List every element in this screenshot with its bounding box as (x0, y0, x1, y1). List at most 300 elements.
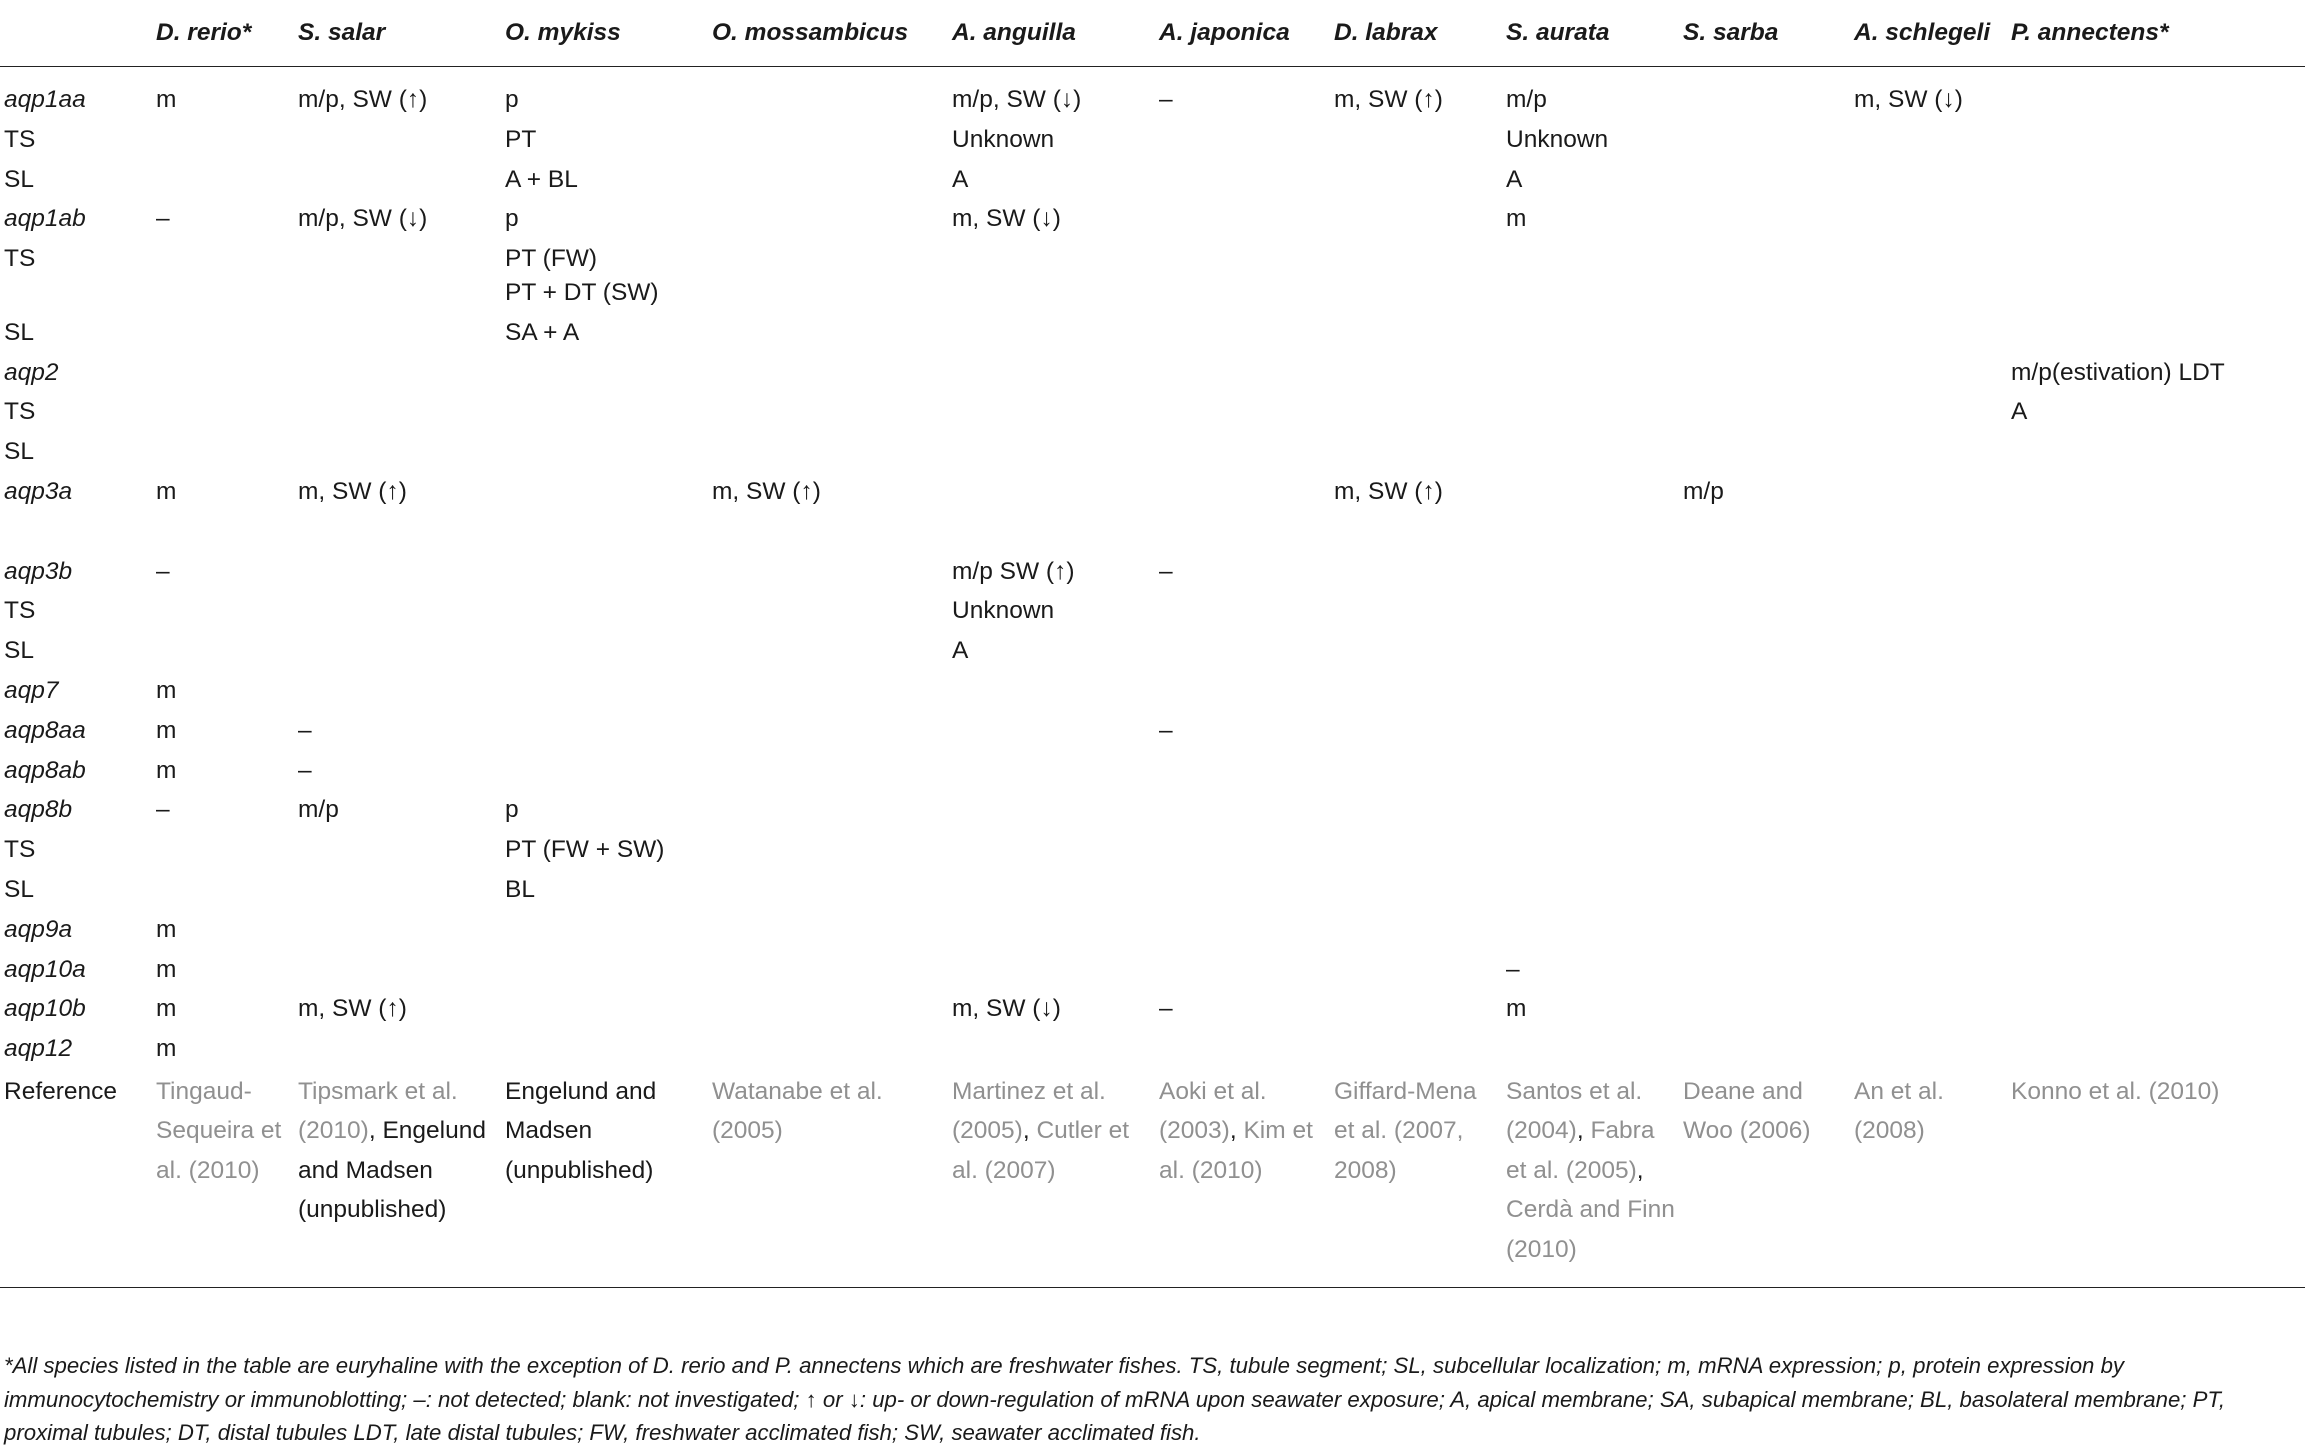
table-cell (1679, 392, 1850, 432)
table-cell (1330, 512, 1502, 552)
reference-link[interactable]: Watanabe et al. (2005) (712, 1077, 883, 1145)
table-cell (948, 313, 1155, 353)
table-cell (948, 751, 1155, 791)
table-cell (1679, 989, 1850, 1029)
table-cell (1155, 910, 1330, 950)
table-cell (1155, 512, 1330, 552)
table-cell (1330, 631, 1502, 671)
table-cell (948, 432, 1155, 472)
table-row (0, 989, 2305, 1029)
table-cell (1502, 472, 1679, 512)
table-cell (2007, 432, 2305, 472)
table-cell (708, 830, 948, 870)
table-cell (1679, 199, 1850, 239)
column-header-species: P. annectens* (2007, 0, 2305, 67)
table-cell (1850, 120, 2007, 160)
row-gene-label: aqp1aa (4, 86, 86, 113)
table-cell (2007, 160, 2305, 200)
table-cell: – (156, 205, 170, 233)
table-cell: m, SW (↓) (952, 995, 1061, 1023)
table-cell (294, 239, 501, 313)
table-cell: m, SW (↓) (952, 205, 1061, 233)
table-row (0, 950, 2305, 990)
table-cell: A + BL (505, 165, 578, 193)
column-header-species: A. japonica (1155, 0, 1330, 67)
table-cell (501, 392, 708, 432)
table-cell (1850, 751, 2007, 791)
table-cell (294, 160, 501, 200)
table-cell (2007, 552, 2305, 592)
table-row (0, 552, 2305, 592)
table-cell (708, 1029, 948, 1069)
table-cell (708, 392, 948, 432)
table-cell (1850, 160, 2007, 200)
row-gene-label: aqp3b (4, 557, 73, 585)
table-cell (1155, 120, 1330, 160)
row-gene-label: aqp1ab (4, 205, 86, 233)
table-cell (1502, 432, 1679, 472)
table-cell (1850, 392, 2007, 432)
column-header-species: O. mykiss (501, 0, 708, 67)
table-cell (1679, 239, 1850, 313)
reference-text: , (1576, 1117, 1591, 1145)
reference-link[interactable]: Tipsmark et al. (2010) (298, 1077, 458, 1145)
table-cell (501, 631, 708, 671)
table-cell: m/p (1506, 86, 1547, 113)
table-row (0, 353, 2305, 393)
table-cell (1502, 313, 1679, 353)
table-cell (708, 711, 948, 751)
reference-cell (1850, 1069, 2007, 1288)
table-cell (152, 239, 294, 313)
table-cell (1330, 989, 1502, 1029)
table-cell (501, 552, 708, 592)
reference-link[interactable]: Giffard-Mena et al. (2007, 2008) (1334, 1077, 1477, 1184)
table-cell (1502, 1029, 1679, 1069)
table-cell: – (298, 716, 312, 744)
table-row (0, 671, 2305, 711)
row-gene-label: aqp8ab (4, 756, 86, 784)
table-cell: p (505, 205, 519, 233)
table-cell (2007, 67, 2305, 120)
column-header-species: D. labrax (1330, 0, 1502, 67)
table-cell (294, 671, 501, 711)
table-cell: p (505, 796, 519, 824)
table-cell (1330, 392, 1502, 432)
table-cell (1330, 830, 1502, 870)
table-cell (948, 392, 1155, 432)
table-cell (152, 353, 294, 393)
table-cell (152, 830, 294, 870)
table-cell (1330, 120, 1502, 160)
table-cell: m (156, 995, 177, 1023)
table-cell (1155, 671, 1330, 711)
table-cell (1679, 512, 1850, 552)
reference-text: , (1022, 1117, 1037, 1145)
table-cell (708, 239, 948, 313)
table-cell (294, 910, 501, 950)
table-cell (948, 790, 1155, 830)
table-cell (152, 591, 294, 631)
reference-link[interactable]: Deane and Woo (2006) (1683, 1077, 1811, 1145)
table-cell (501, 353, 708, 393)
table-cell (152, 313, 294, 353)
table-cell (1330, 160, 1502, 200)
column-header-species: A. anguilla (948, 0, 1155, 67)
row-sublabel: SL (4, 165, 34, 193)
table-cell (948, 870, 1155, 910)
table-cell (1679, 751, 1850, 791)
table-cell (948, 830, 1155, 870)
reference-link[interactable]: Tingaud-Sequeira et al. (2010) (156, 1077, 282, 1184)
table-cell (1502, 830, 1679, 870)
table-cell (1850, 631, 2007, 671)
row-sublabel: TS (4, 125, 36, 153)
reference-link[interactable]: Aoki et al. (2003) (1159, 1077, 1267, 1145)
table-cell: m, SW (↑) (712, 477, 821, 505)
table-cell (1155, 751, 1330, 791)
reference-text: , Engelund and Madsen (unpublished) (298, 1117, 486, 1224)
column-header-species: O. mossambicus (708, 0, 948, 67)
table-cell (1502, 910, 1679, 950)
column-header-gene (0, 0, 152, 67)
table-cell (1679, 631, 1850, 671)
table-row (0, 199, 2305, 239)
table-cell (1850, 552, 2007, 592)
table-row (0, 751, 2305, 791)
table-cell (1330, 950, 1502, 990)
table-cell: Unknown (1506, 125, 1609, 153)
reference-link[interactable]: Kim et al. (2010) (1159, 1117, 1313, 1184)
column-header-species: S. aurata (1502, 0, 1679, 67)
table-row (0, 711, 2305, 751)
table-cell (708, 120, 948, 160)
table-cell (708, 199, 948, 239)
reference-row (0, 1069, 2305, 1288)
table-cell: m (1506, 995, 1527, 1023)
table-cell (501, 950, 708, 990)
row-gene-label: aqp8aa (4, 716, 86, 744)
reference-link[interactable]: An et al. (2008) (1854, 1077, 1944, 1145)
table-cell (1679, 552, 1850, 592)
table-cell (948, 671, 1155, 711)
table-cell (948, 910, 1155, 950)
table-cell (2007, 313, 2305, 353)
table-cell (1155, 870, 1330, 910)
table-cell (1155, 392, 1330, 432)
table-cell: m, SW (↑) (298, 995, 407, 1023)
table-cell: – (1159, 557, 1173, 585)
table-cell (1502, 790, 1679, 830)
table-cell (501, 671, 708, 711)
reference-cell (948, 1069, 1155, 1288)
table-cell: A (952, 637, 969, 665)
table-cell: A (2011, 398, 2028, 426)
reference-link[interactable]: Martinez et al. (2005) (952, 1077, 1106, 1145)
table-cell (1330, 790, 1502, 830)
table-cell: Unknown (952, 125, 1055, 153)
table-cell (294, 120, 501, 160)
table-cell (1850, 790, 2007, 830)
reference-cell (294, 1069, 501, 1288)
table-cell (2007, 512, 2305, 552)
table-cell: m/p, SW (↑) (298, 86, 428, 113)
table-cell (152, 432, 294, 472)
table-cell (1330, 711, 1502, 751)
table-cell (1502, 711, 1679, 751)
table-cell (294, 870, 501, 910)
table-cell (1155, 950, 1330, 990)
table-cell: m (156, 1035, 177, 1063)
table-cell (1155, 313, 1330, 353)
table-cell (708, 989, 948, 1029)
table-cell (1679, 120, 1850, 160)
table-cell (2007, 239, 2305, 313)
table-cell (2007, 199, 2305, 239)
reference-link[interactable]: Cerdà and Finn (2010) (1506, 1196, 1675, 1263)
table-cell: SA + A (505, 318, 580, 346)
table-cell: – (298, 756, 312, 784)
table-cell (948, 711, 1155, 751)
table-cell (948, 239, 1155, 313)
table-cell (152, 631, 294, 671)
table-cell (294, 313, 501, 353)
table-row (0, 512, 2305, 552)
table-cell (1679, 870, 1850, 910)
table-cell (1850, 870, 2007, 910)
table-cell (1679, 830, 1850, 870)
table-cell (1679, 353, 1850, 393)
row-gene-label: aqp9a (4, 915, 73, 943)
table-row (0, 120, 2305, 160)
table-row (0, 432, 2305, 472)
column-header-species: A. schlegeli (1850, 0, 2007, 67)
table-cell (1502, 671, 1679, 711)
table-cell (2007, 950, 2305, 990)
table-cell (294, 552, 501, 592)
table-cell (1679, 671, 1850, 711)
reference-cell (152, 1069, 294, 1288)
table-cell (1679, 432, 1850, 472)
table-cell (2007, 120, 2305, 160)
table-cell (1155, 160, 1330, 200)
table-cell (1502, 239, 1679, 313)
table-cell (294, 1029, 501, 1069)
cell-line: PT (FW) (505, 245, 598, 273)
table-cell (294, 830, 501, 870)
table-cell (1850, 830, 2007, 870)
table-cell: m, SW (↑) (298, 477, 407, 505)
reference-link[interactable]: Konno et al. (2010) (2011, 1077, 2220, 1105)
table-row (0, 239, 2305, 313)
table-row (0, 313, 2305, 353)
table-cell (1850, 472, 2007, 512)
table-row (0, 830, 2305, 870)
table-cell (1850, 950, 2007, 990)
row-gene-label: aqp8b (4, 796, 73, 824)
table-row (0, 160, 2305, 200)
table-cell (2007, 1029, 2305, 1069)
table-cell: m/p, SW (↓) (952, 86, 1082, 113)
table-cell (1679, 160, 1850, 200)
table-cell (2007, 989, 2305, 1029)
table-cell (1679, 313, 1850, 353)
column-header-species: S. sarba (1679, 0, 1850, 67)
table-cell: m/p (1683, 477, 1724, 505)
table-cell (501, 472, 708, 512)
table-cell (1330, 1029, 1502, 1069)
table-cell (2007, 711, 2305, 751)
table-cell (948, 950, 1155, 990)
table-cell (1850, 711, 2007, 751)
table-cell (1850, 239, 2007, 313)
table-cell (2007, 910, 2305, 950)
table-cell (1679, 910, 1850, 950)
row-sublabel: TS (4, 836, 36, 864)
table-cell (1330, 870, 1502, 910)
table-cell: m (156, 716, 177, 744)
table-cell (1679, 790, 1850, 830)
table-cell: m, SW (↑) (1334, 477, 1443, 505)
row-sublabel: SL (4, 318, 34, 346)
table-cell (1850, 989, 2007, 1029)
table-footnote: *All species listed in the table are euryhaline with the exception of D. rerio and P. annectens which are freshwater fishes. TS, tubule segment; SL, subcellular localization; m, mRNA expression; p, protein expression by immunocytochemistry or immunoblotting; –: not detected; blank: not investigated; ↑ or ↓: up- or down-regulation of mRNA upon seawater exposure; A, apical membrane; SA, subapical membrane; BL, basolateral membrane; PT, proximal tubules; DT, distal tubules LDT, late distal tubules; FW, freshwater acclimated fish; SW, seawater acclimated fish. (4, 1353, 2226, 1445)
table-cell (1155, 1029, 1330, 1069)
table-cell (1330, 751, 1502, 791)
table-cell (1850, 671, 2007, 711)
row-gene-label: aqp2 (4, 358, 59, 386)
table-cell (1850, 199, 2007, 239)
table-cell (1850, 910, 2007, 950)
table-cell (1679, 1029, 1850, 1069)
table-cell: m/p(estivation) LDT (2011, 358, 2225, 386)
reference-cell (1679, 1069, 1850, 1288)
table-cell: PT (FW + SW) (505, 836, 665, 864)
table-cell (501, 432, 708, 472)
table-cell: m (156, 915, 177, 943)
table-row (0, 870, 2305, 910)
table-cell (2007, 751, 2305, 791)
table-cell (1155, 353, 1330, 393)
table-cell (2007, 631, 2305, 671)
table-row (0, 1029, 2305, 1069)
table-cell (1330, 199, 1502, 239)
table-cell (294, 512, 501, 552)
table-cell: – (1159, 86, 1173, 113)
reference-link[interactable]: Fabra et al. (2005) (1506, 1117, 1655, 1184)
table-cell (501, 239, 708, 313)
table-body (0, 67, 2305, 1288)
table-cell (1502, 512, 1679, 552)
table-cell (708, 790, 948, 830)
table-row (0, 790, 2305, 830)
table-cell (294, 392, 501, 432)
table-cell (948, 472, 1155, 512)
row-sublabel: SL (4, 438, 34, 466)
column-header-species: S. salar (294, 0, 501, 67)
row-gene-label: aqp10b (4, 995, 86, 1023)
table-cell (708, 631, 948, 671)
table-cell (501, 910, 708, 950)
table-cell (708, 671, 948, 711)
table-cell (294, 950, 501, 990)
table-cell (1502, 870, 1679, 910)
table-cell (1330, 239, 1502, 313)
table-cell: A (952, 165, 969, 193)
reference-cell (2007, 1069, 2305, 1288)
table-cell (1502, 392, 1679, 432)
table-row (0, 472, 2305, 512)
table-cell (1679, 950, 1850, 990)
table-cell: – (1506, 955, 1520, 983)
table-cell (1330, 313, 1502, 353)
table-row (0, 392, 2305, 432)
table-cell (1155, 631, 1330, 671)
table-cell (1330, 671, 1502, 711)
table-cell (501, 711, 708, 751)
reference-cell (708, 1069, 948, 1288)
table-cell (1679, 711, 1850, 751)
table-cell (1155, 239, 1330, 313)
row-sublabel: SL (4, 637, 34, 665)
table-cell (1502, 751, 1679, 791)
table-cell (1502, 353, 1679, 393)
table-cell: A (1506, 165, 1523, 193)
table-cell: m (156, 955, 177, 983)
reference-text: , (1229, 1117, 1244, 1145)
table-cell: m (156, 756, 177, 784)
table-cell (1850, 353, 2007, 393)
table-cell (708, 552, 948, 592)
table-cell (708, 512, 948, 552)
table-cell (708, 67, 948, 120)
table-cell (2007, 790, 2305, 830)
table-cell (152, 392, 294, 432)
table-cell (501, 591, 708, 631)
table-cell: p (505, 86, 519, 113)
table-cell (501, 751, 708, 791)
table-cell (294, 353, 501, 393)
table-cell (708, 432, 948, 472)
reference-link[interactable]: Santos et al. (2004) (1506, 1077, 1643, 1145)
table-cell (1850, 313, 2007, 353)
table-cell (1502, 591, 1679, 631)
reference-text: , (1636, 1156, 1644, 1184)
table-cell (501, 1029, 708, 1069)
row-sublabel: TS (4, 398, 36, 426)
cell-line: PT + DT (SW) (505, 278, 659, 306)
row-sublabel (0, 512, 152, 552)
table-cell (1330, 432, 1502, 472)
reference-cell (1330, 1069, 1502, 1288)
table-cell (708, 870, 948, 910)
table-row (0, 67, 2305, 120)
table-cell (501, 989, 708, 1029)
table-cell (1155, 472, 1330, 512)
table-cell (708, 353, 948, 393)
row-gene-label: aqp7 (4, 676, 59, 704)
table-cell (152, 160, 294, 200)
table-cell: m (156, 86, 177, 113)
reference-label: Reference (0, 1069, 152, 1288)
table-cell (1155, 790, 1330, 830)
row-sublabel: SL (4, 875, 34, 903)
table-cell (708, 313, 948, 353)
table-cell (948, 512, 1155, 552)
table-cell: m (156, 477, 177, 505)
table-cell (2007, 870, 2305, 910)
reference-link[interactable]: Cutler et al. (2007) (952, 1117, 1130, 1184)
